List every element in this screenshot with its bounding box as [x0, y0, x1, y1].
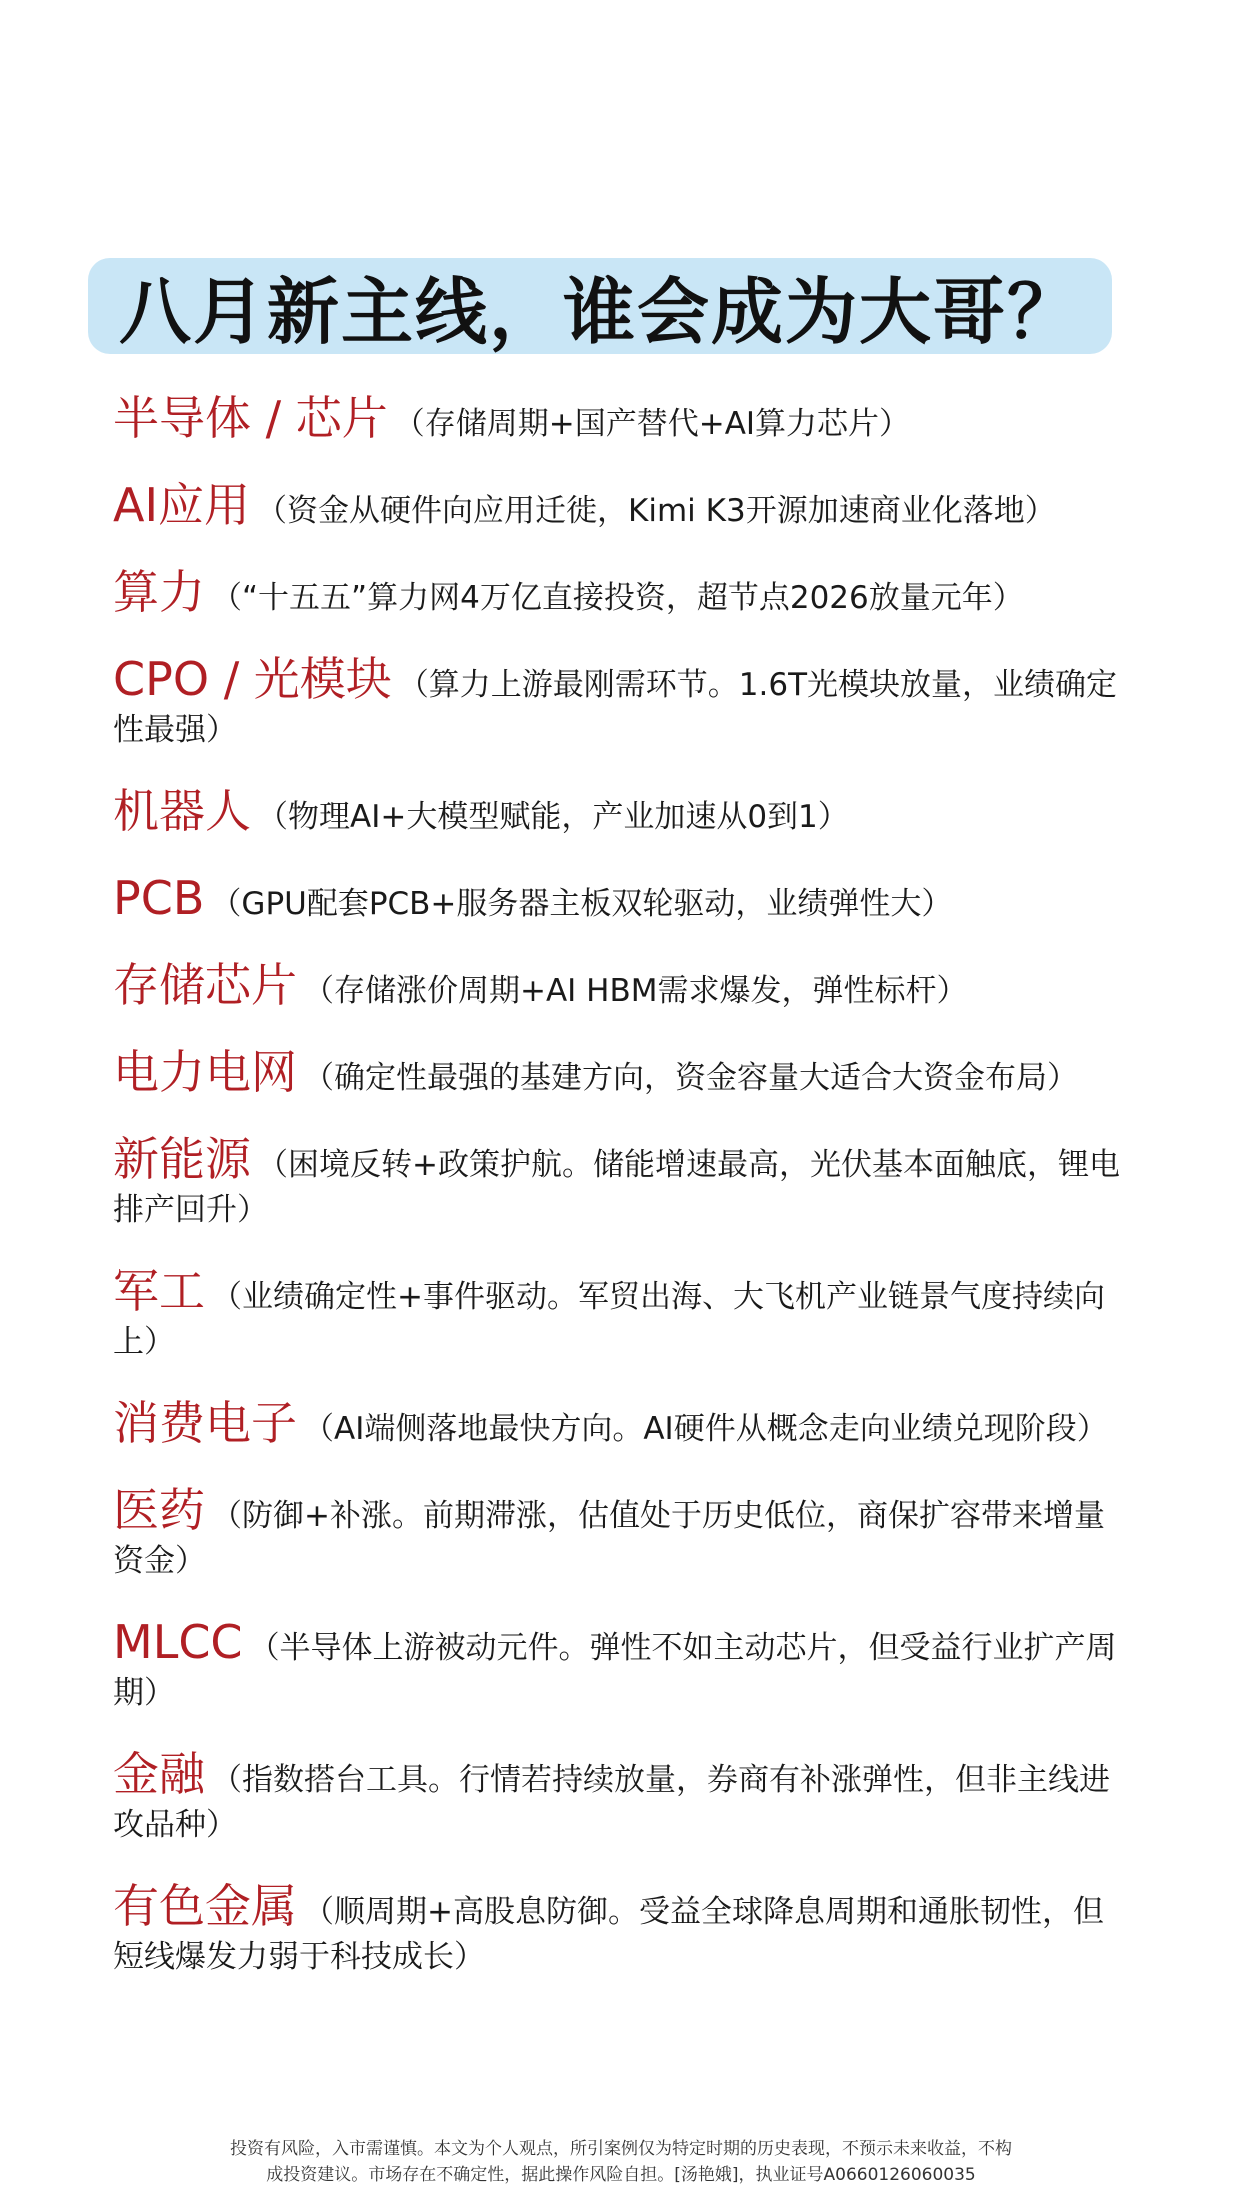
sector-description: （顺周期+高股息防御。受益全球降息周期和通胀韧性，但短线爆发力弱于科技成长）: [113, 1894, 1104, 1975]
sector-description: （物理AI+大模型赋能，产业加速从0到1）: [257, 799, 849, 835]
sector-name: 金融: [113, 1747, 205, 1801]
list-item: [113, 565, 1123, 621]
sector-name: AI应用: [113, 478, 251, 532]
list-item: [113, 1045, 1123, 1101]
sector-name: 医药: [113, 1483, 205, 1537]
sector-name: 新能源: [113, 1132, 251, 1186]
sector-name: 算力: [113, 565, 205, 619]
sector-description: （GPU配套PCB+服务器主板双轮驱动，业绩弹性大）: [210, 886, 953, 922]
sector-name: 消费电子: [113, 1396, 297, 1450]
sector-description: （存储涨价周期+AI HBM需求爆发，弹性标杆）: [303, 973, 968, 1009]
sector-name: 有色金属: [113, 1879, 297, 1933]
list-item: [113, 478, 1123, 534]
sector-name: 机器人: [113, 784, 251, 838]
list-item: [113, 784, 1123, 840]
list-item: [113, 1264, 1123, 1365]
sector-name: MLCC: [113, 1615, 243, 1669]
sector-description: （算力上游最刚需环节。1.6T光模块放量，业绩确定性最强）: [113, 667, 1118, 748]
list-item: [113, 1615, 1123, 1716]
page-title: 八月新主线，谁会成为大哥？: [118, 270, 1081, 354]
disclaimer-line: 投资有风险，入市需谨慎。本文为个人观点，所引案例仅为特定时期的历史表现，不预示未来收益，不构: [230, 2139, 1012, 2159]
sector-name: 电力电网: [113, 1045, 297, 1099]
list-item: [113, 1396, 1123, 1452]
title-banner: [88, 258, 1112, 354]
sector-description: （“十五五”算力网4万亿直接投资，超节点2026放量元年）: [211, 580, 1024, 616]
sector-list: [113, 391, 1123, 2016]
sector-description: （业绩确定性+事件驱动。军贸出海、大飞机产业链景气度持续向上）: [113, 1279, 1105, 1360]
sector-description: （确定性最强的基建方向，资金容量大适合大资金布局）: [303, 1060, 1078, 1096]
sector-description: （困境反转+政策护航。储能增速最高，光伏基本面触底，锂电排产回升）: [113, 1147, 1120, 1228]
disclaimer-line: 成投资建议。市场存在不确定性，据此操作风险自担。[汤艳娥]，执业证号A0660126060035: [266, 2165, 976, 2185]
sector-description: （半导体上游被动元件。弹性不如主动芯片，但受益行业扩产周期）: [113, 1630, 1117, 1711]
list-item: [113, 1132, 1123, 1233]
disclaimer: [140, 2136, 1102, 2188]
list-item: [113, 1747, 1123, 1848]
list-item: [113, 1879, 1123, 1980]
list-item: [113, 1483, 1123, 1584]
list-item: [113, 652, 1123, 753]
list-item: [113, 958, 1123, 1014]
sector-name: 军工: [113, 1264, 205, 1318]
sector-description: （AI端侧落地最快方向。AI硬件从概念走向业绩兑现阶段）: [303, 1411, 1108, 1447]
sector-description: （指数搭台工具。行情若持续放量，券商有补涨弹性，但非主线进攻品种）: [113, 1762, 1110, 1843]
sector-description: （资金从硬件向应用迁徙，Kimi K3开源加速商业化落地）: [256, 493, 1056, 529]
sector-description: （存储周期+国产替代+AI算力芯片）: [393, 406, 911, 442]
sector-name: PCB: [113, 871, 205, 925]
sector-name: 存储芯片: [113, 958, 297, 1012]
sector-description: （防御+补涨。前期滞涨，估值处于历史低位，商保扩容带来增量资金）: [113, 1498, 1105, 1579]
list-item: [113, 871, 1123, 927]
sector-name: 半导体 / 芯片: [113, 391, 388, 445]
list-item: [113, 391, 1123, 447]
sector-name: CPO / 光模块: [113, 652, 392, 706]
